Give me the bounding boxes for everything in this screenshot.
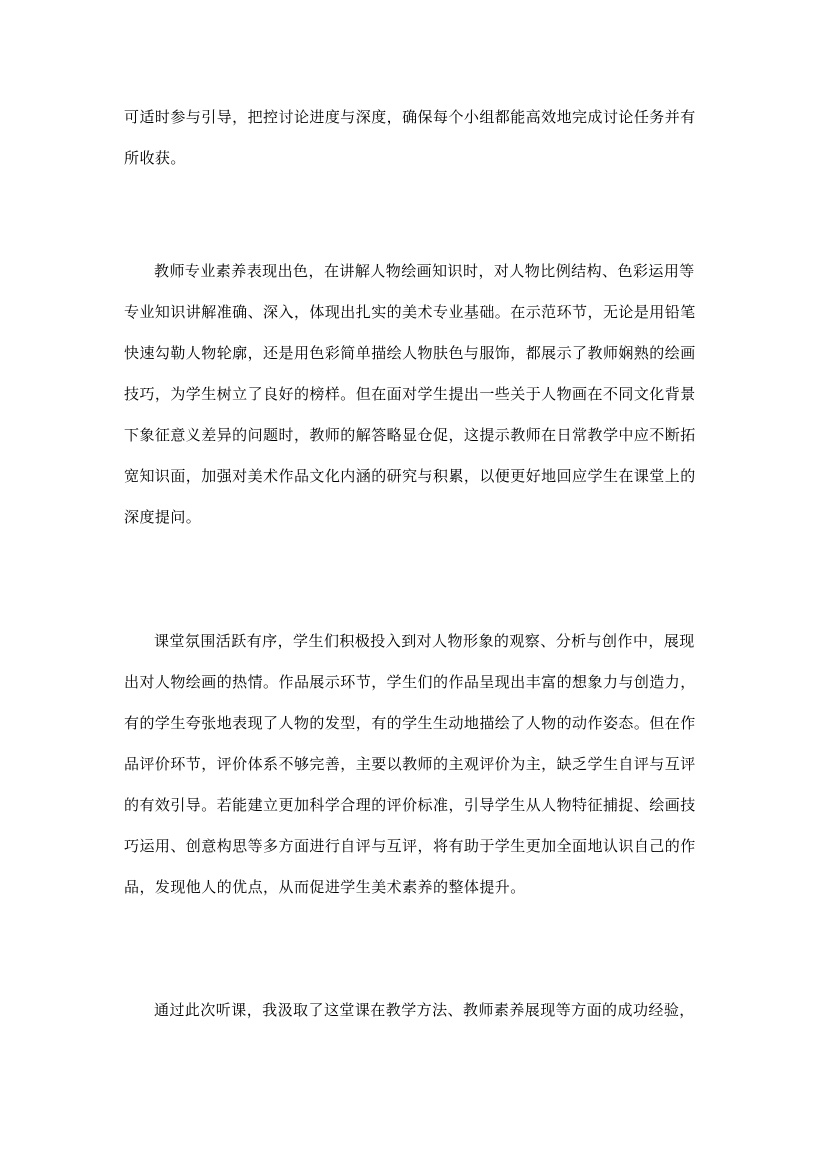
paragraph-group-discussion-continuation: [124, 97, 704, 179]
text-line: 课堂氛围活跃有序，学生们积极投入到对人物形象的观察、分析与创作中，展现: [154, 632, 695, 650]
text-line: 所收获。: [124, 149, 186, 167]
text-line: 宽知识面，加强对美术作品文化内涵的研究与积累，以便更好地回应学生在课堂上的: [124, 467, 696, 485]
text-line: 可适时参与引导，把控讨论进度与深度，确保每个小组都能高效地完成讨论任务并有: [124, 108, 696, 126]
text-line: 品，发现他人的优点，从而促进学生美术素养的整体提升。: [124, 878, 526, 896]
text-line: 教师专业素养表现出色，在讲解人物绘画知识时，对人物比例结构、色彩运用等: [154, 262, 695, 280]
text-line: 巧运用、创意构思等多方面进行自评与互评，将有助于学生更加全面地认识自己的作: [124, 837, 696, 855]
text-line: 深度提问。: [124, 508, 202, 526]
paragraph-teacher-professionalism: [124, 251, 704, 538]
text-line: 有的学生夸张地表现了人物的发型，有的学生生动地描绘了人物的动作姿态。但在作: [124, 714, 696, 732]
text-line: 出对人物绘画的热情。作品展示环节，学生们的作品呈现出丰富的想象力与创造力，: [124, 673, 696, 691]
text-line: 下象征意义差异的问题时，教师的解答略显仓促，这提示教师在日常教学中应不断拓: [124, 426, 696, 444]
text-line: 技巧，为学生树立了良好的榜样。但在面对学生提出一些关于人物画在不同文化背景: [124, 385, 696, 403]
text-line: 快速勾勒人物轮廓，还是用色彩简单描绘人物肤色与服饰，都展示了教师娴熟的绘画: [124, 344, 696, 362]
text-line: 的有效引导。若能建立更加科学合理的评价标准，引导学生从人物特征捕捉、绘画技: [124, 796, 696, 814]
paragraph-classroom-atmosphere: [124, 621, 704, 908]
text-line: 通过此次听课，我汲取了这堂课在教学方法、教师素养展现等方面的成功经验，: [154, 1001, 695, 1019]
paragraph-conclusion-start: [124, 990, 704, 1031]
text-line: 品评价环节，评价体系不够完善，主要以教师的主观评价为主，缺乏学生自评与互评: [124, 755, 696, 773]
text-line: 专业知识讲解准确、深入，体现出扎实的美术专业基础。在示范环节，无论是用铅笔: [124, 303, 696, 321]
